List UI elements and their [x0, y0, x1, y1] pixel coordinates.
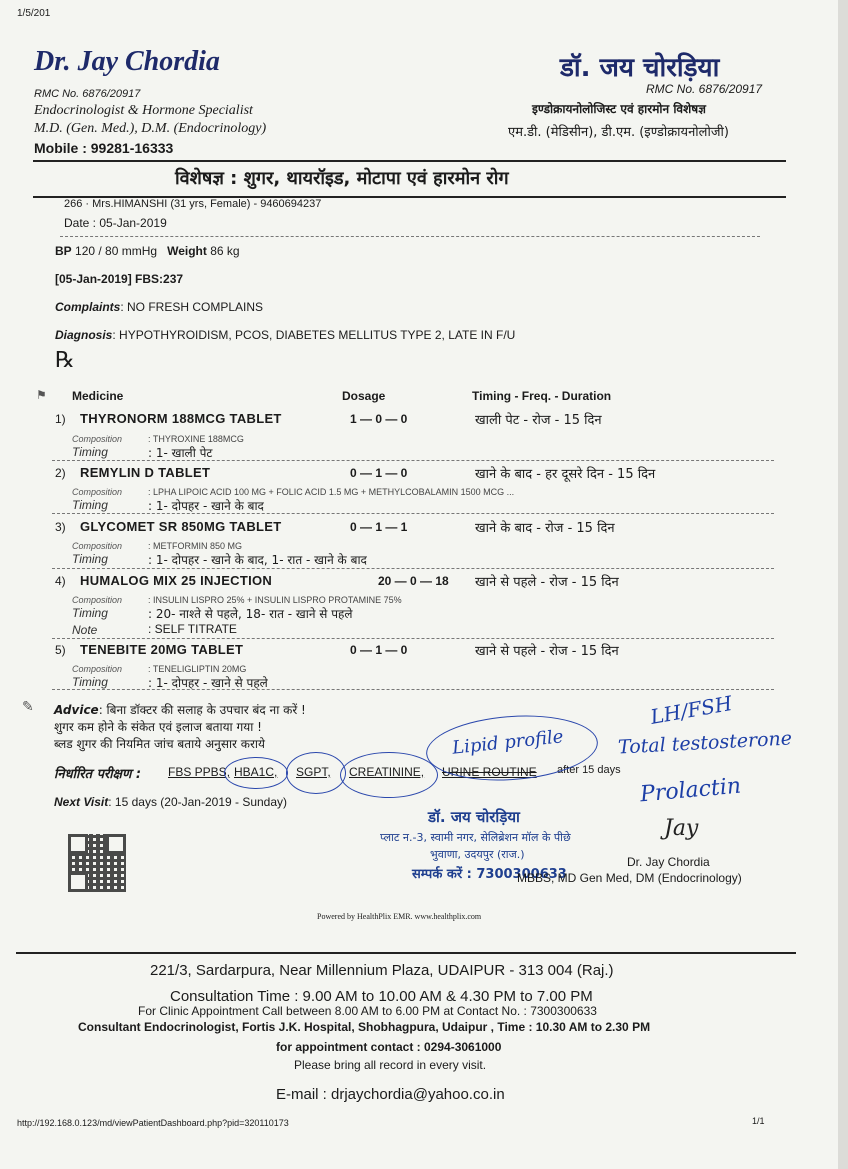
medicine-timing: खाने के बाद - हर दूसरे दिन - 15 दिन — [475, 467, 656, 482]
medicine-timing: खाली पेट - रोज - 15 दिन — [475, 413, 602, 428]
test-item: URINE ROUTINE — [442, 765, 537, 779]
bp-value: 120 / 80 mmHg — [75, 244, 158, 258]
signature-degrees: MBBS, MD Gen Med, DM (Endocrinology) — [517, 871, 742, 885]
test-item: SGPT, — [296, 765, 331, 779]
test-item: HBA1C, — [234, 765, 278, 779]
rmc-number-en: RMC No. 6876/20917 — [34, 88, 141, 100]
medicine-dosage: 0 — 1 — 0 — [350, 466, 408, 480]
diagnosis-line — [55, 328, 515, 342]
vitals-line — [55, 244, 240, 258]
stamp-contact: सम्पर्क करें : 7300300633 — [412, 867, 567, 882]
header-rule-top — [33, 160, 786, 162]
patient-line: 266 · Mrs.HIMANSHI (31 yrs, Female) - 9460694237 — [64, 198, 322, 210]
timing-label: Timing — [72, 552, 108, 566]
stamp-name: डॉ. जय चोरड़िया — [428, 808, 520, 826]
medicine-timing: खाने से पहले - रोज - 15 दिन — [475, 644, 619, 659]
composition-value: : INSULIN LISPRO 25% + INSULIN LISPRO PROTAMINE 75% — [148, 595, 402, 605]
dosage-header: Dosage — [342, 389, 386, 403]
medicine-timing: खाने के बाद - रोज - 15 दिन — [475, 521, 615, 536]
medicine-dosage: 0 — 1 — 0 — [350, 643, 408, 657]
composition-label: Composition — [72, 434, 123, 444]
medicine-dosage: 0 — 1 — 1 — [350, 520, 408, 534]
tests-label: निर्धारित परीक्षण : — [54, 767, 142, 782]
composition-value: : LPHA LIPOIC ACID 100 MG + FOLIC ACID 1.5 MG + METHYLCOBALAMIN 1500 MCG ... — [148, 487, 515, 497]
stamp-address-2: भुवाणा, उदयपुर (राज.) — [430, 848, 525, 861]
hba1c-circle — [224, 757, 288, 789]
row-divider — [52, 513, 774, 514]
signature-name: Dr. Jay Chordia — [627, 855, 710, 869]
row-divider — [52, 568, 774, 569]
timing-label: Timing — [72, 606, 108, 620]
medicine-number: 5) — [55, 643, 66, 657]
footer-fortis: Consultant Endocrinologist, Fortis J.K. Hospital, Shobhagpura, Udaipur , Time : 10.30 AM to 2.30 PM — [78, 1020, 651, 1034]
medicine-name: TENEBITE 20MG TABLET — [80, 642, 244, 657]
composition-label: Composition — [72, 595, 123, 605]
specialty-en: Endocrinologist & Hormone Specialist — [34, 103, 253, 118]
handwritten-testosterone: Total testosterone — [617, 727, 793, 759]
medicine-dosage: 20 — 0 — 18 — [378, 574, 449, 588]
creatinine-circle — [340, 752, 438, 798]
advice-line-2: शुगर कम होने के संकेत एवं इलाज बताया गया ! — [54, 720, 262, 734]
timing-header: Timing - Freq. - Duration — [472, 389, 612, 403]
timing-detail: : 1- दोपहर - खाने से पहले — [148, 676, 268, 690]
mobile-number: Mobile : 99281-16333 — [34, 140, 174, 156]
powered-by: Powered by HealthPlix EMR. www.healthplix.com — [317, 912, 482, 921]
footer-fortis-contact: for appointment contact : 0294-3061000 — [276, 1040, 502, 1054]
timing-detail: : 1- खाली पेट — [148, 446, 213, 460]
footer-records: Please bring all record in every visit. — [294, 1058, 487, 1072]
advice-line-1 — [54, 701, 306, 718]
rmc-number-hi: RMC No. 6876/20917 — [646, 82, 763, 96]
note-value: : SELF TITRATE — [148, 622, 237, 636]
footer-rule — [16, 952, 796, 954]
next-visit-value: : 15 days (20-Jan-2019 - Sunday) — [108, 795, 288, 809]
advice-text-1: : बिना डॉक्टर की सलाह के उपचार बंद ना करें ! — [98, 703, 306, 717]
page-url: http://192.168.0.123/md/viewPatientDashboard.php?pid=320110173 — [17, 1118, 289, 1128]
medicine-name: THYRONORM 188MCG TABLET — [80, 411, 282, 426]
table-flag-icon: ⚑ — [36, 388, 47, 402]
qr-code-icon — [68, 834, 126, 892]
medicine-name: HUMALOG MIX 25 INJECTION — [80, 573, 273, 588]
timing-label: Timing — [72, 675, 108, 689]
weight-value: 86 kg — [210, 244, 240, 258]
medicine-name: GLYCOMET SR 850MG TABLET — [80, 519, 282, 534]
weight-label: Weight — [167, 244, 207, 258]
medicine-header: Medicine — [72, 389, 124, 403]
page-number: 1/1 — [752, 1116, 765, 1126]
visit-date — [64, 216, 167, 230]
medicine-number: 4) — [55, 574, 66, 588]
test-item: FBS PPBS, — [168, 765, 231, 779]
handwritten-lipid-profile: Lipid profile — [451, 726, 565, 759]
medicine-number: 1) — [55, 412, 66, 426]
degrees-en: M.D. (Gen. Med.), D.M. (Endocrinology) — [34, 121, 267, 136]
timing-detail: : 20- नाश्ते से पहले, 18- रात - खाने से पहले — [148, 607, 353, 621]
doctor-name-hi: डॉ. जय चोरड़िया — [560, 53, 720, 83]
next-visit-line — [54, 795, 287, 809]
footer-consult-time: Consultation Time : 9.00 AM to 10.00 AM & 4.30 PM to 7.00 PM — [170, 988, 593, 1005]
timing-detail: : 1- दोपहर - खाने के बाद — [148, 499, 264, 513]
degrees-hi: एम.डी. (मेडिसीन), डी.एम. (इण्डोक्रायनोलोजी) — [508, 125, 729, 140]
handwritten-lh-fsh: LH/FSH — [648, 691, 734, 729]
note-label: Note — [72, 623, 98, 637]
next-visit-label: Next Visit — [54, 795, 109, 809]
patient-divider — [60, 236, 760, 237]
composition-label: Composition — [72, 487, 123, 497]
composition-label: Composition — [72, 664, 123, 674]
handwritten-prolactin: Prolactin — [639, 773, 742, 808]
advice-pin-icon: ✎ — [22, 698, 34, 714]
complaints-value: : NO FRESH COMPLAINS — [120, 300, 264, 314]
specialty-hi: इण्डोक्रायनोलोजिस्ट एवं हारमोन विशेषज्ञ — [532, 102, 706, 116]
doctor-name-en: Dr. Jay Chordia — [34, 46, 220, 77]
footer-email[interactable]: E-mail : drjaychordia@yahoo.co.in — [276, 1086, 505, 1103]
medicine-timing: खाने से पहले - रोज - 15 दिन — [475, 575, 619, 590]
stamp-address-1: प्लाट न.-3, स्वामी नगर, सेलिब्रेशन मॉल के पीछे — [380, 831, 571, 844]
diagnosis-label: Diagnosis — [55, 328, 113, 342]
advice-label: Advice — [54, 703, 99, 717]
row-divider — [52, 638, 774, 639]
date-value: 05-Jan-2019 — [99, 216, 167, 230]
composition-value: : METFORMIN 850 MG — [148, 541, 243, 551]
medicine-number: 2) — [55, 466, 66, 480]
medicine-number: 3) — [55, 520, 66, 534]
tests-after: after 15 days — [557, 764, 621, 776]
row-divider — [52, 689, 774, 690]
test-item: CREATININE, — [349, 765, 425, 779]
fbs-reading: [05-Jan-2019] FBS:237 — [55, 272, 184, 286]
complaints-label: Complaints — [55, 300, 121, 314]
composition-label: Composition — [72, 541, 123, 551]
page-edge-shadow — [838, 0, 848, 1169]
advice-line-3: ब्लड शुगर की नियमित जांच बताये अनुसार कराये — [54, 737, 265, 751]
complaints-line — [55, 300, 263, 314]
medicine-name: REMYLIN D TABLET — [80, 465, 211, 480]
footer-address: 221/3, Sardarpura, Near Millennium Plaza, UDAIPUR - 313 004 (Raj.) — [150, 962, 614, 979]
footer-appointment: For Clinic Appointment Call between 8.00 AM to 6.00 PM at Contact No. : 7300300633 — [138, 1004, 597, 1018]
rx-symbol-icon: ℞ — [55, 348, 75, 373]
bp-label: BP — [55, 244, 72, 258]
composition-value: : THYROXINE 188MCG — [148, 434, 244, 444]
diagnosis-value: : HYPOTHYROIDISM, PCOS, DIABETES MELLITUS TYPE 2, LATE IN F/U — [112, 328, 516, 342]
timing-label: Timing — [72, 445, 108, 459]
medicine-dosage: 1 — 0 — 0 — [350, 412, 408, 426]
page-date-stamp: 1/5/201 — [17, 8, 51, 19]
sgpt-circle — [286, 752, 346, 794]
composition-value: : TENELIGLIPTIN 20MG — [148, 664, 247, 674]
specialty-banner: विशेषज्ञ : शुगर, थायरॉइड, मोटापा एवं हारमोन रोग — [175, 168, 509, 189]
timing-label: Timing — [72, 498, 108, 512]
timing-detail: : 1- दोपहर - खाने के बाद, 1- रात - खाने के बाद — [148, 553, 367, 567]
date-label: Date : — [64, 216, 97, 230]
signature-mark: Jay — [664, 816, 699, 841]
row-divider — [52, 460, 774, 461]
